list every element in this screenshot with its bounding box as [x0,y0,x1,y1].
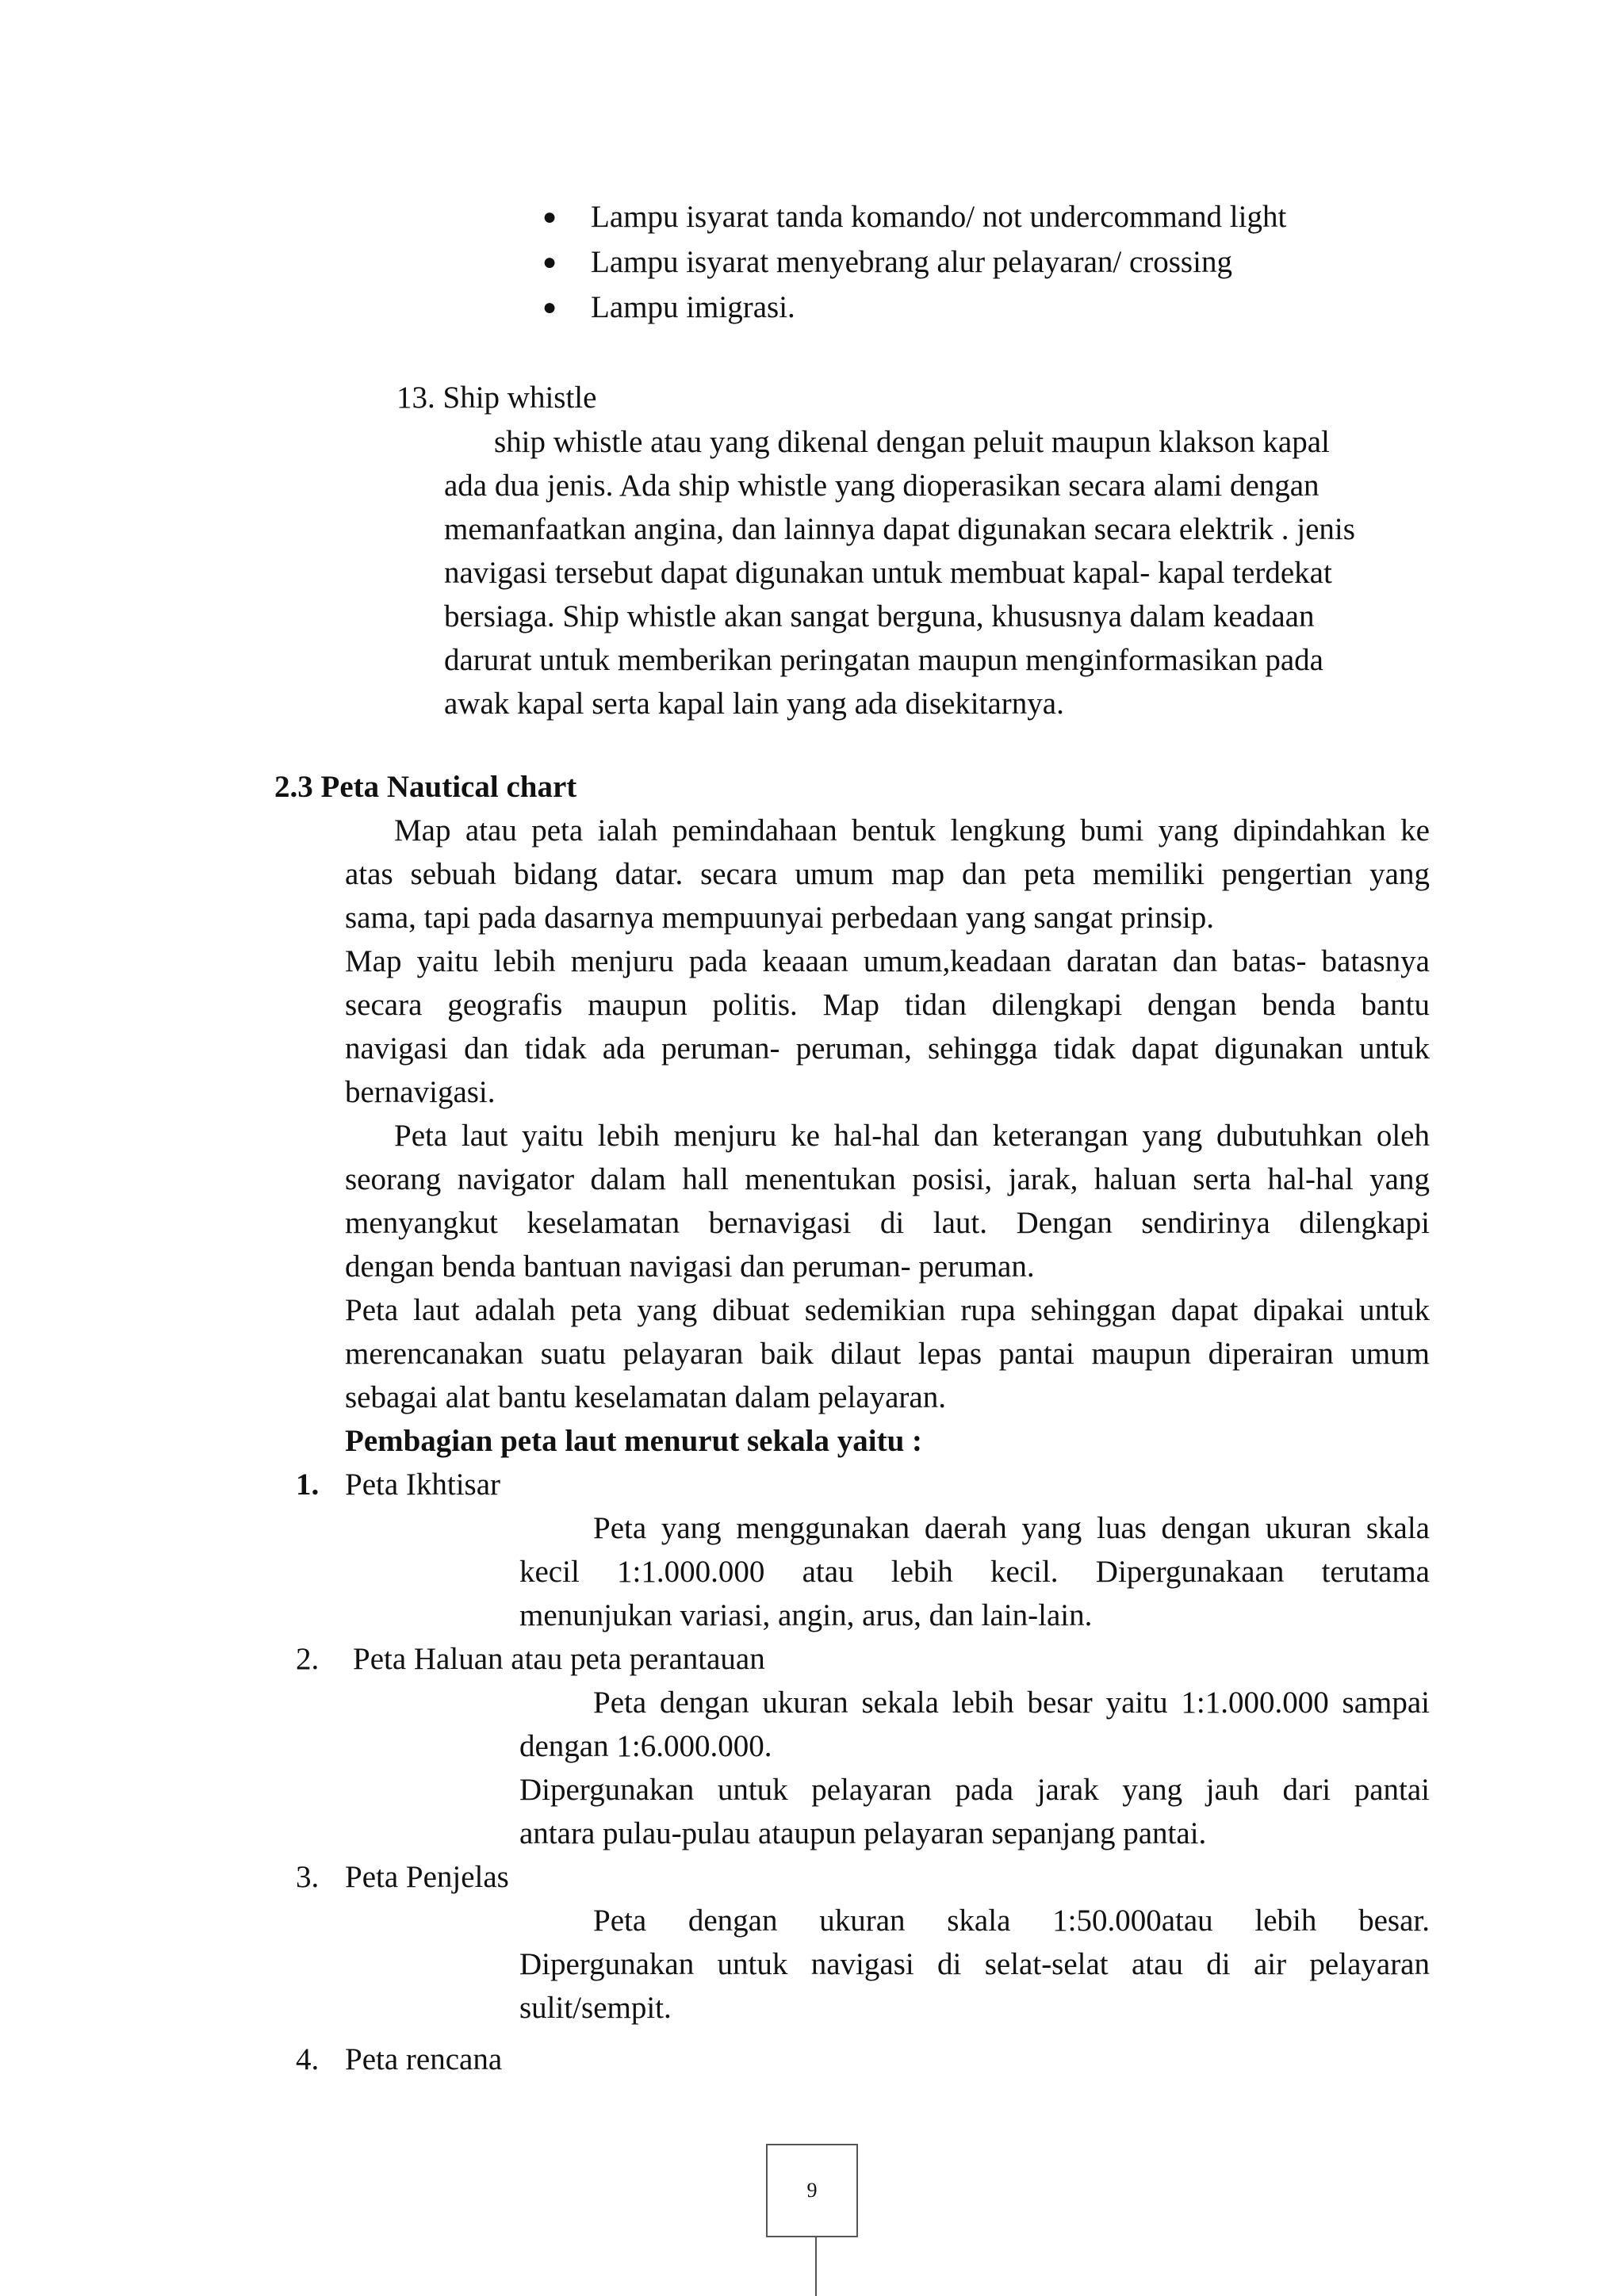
paragraph-line: ada dua jenis. Ada ship whistle yang dioperasikan secara alami dengan [444,469,1320,503]
bullet-icon: ● [542,249,557,275]
paragraph-line: menyangkut keselamatan bernavigasi di laut. Dengan sendirinya dilengkapi [345,1206,1430,1240]
paragraph-line: navigasi dan tidak ada peruman- peruman, sehingga tidak dapat digunakan untuk [345,1031,1430,1066]
paragraph-line: Peta dengan ukuran skala 1:50.000atau lebih besar. [593,1904,1430,1938]
paragraph-line: Peta laut yaitu lebih menjuru ke hal-hal dan keterangan yang dubutuhkan oleh [394,1119,1430,1153]
paragraph-line: secara geografis maupun politis. Map tidan dilengkapi dengan benda bantu [345,988,1430,1022]
paragraph-line: Peta dengan ukuran sekala lebih besar yaitu 1:1.000.000 sampai [593,1686,1430,1720]
list-item [531,195,1483,240]
subheading: Pembagian peta laut menurut sekala yaitu : [345,1424,923,1458]
paragraph-line: darurat untuk memberikan peringatan maupun menginformasikan pada [444,643,1323,677]
page-number: 9 [806,2179,818,2202]
list-item-title: Peta Haluan atau peta perantauan [353,1642,765,1676]
list-item [531,240,1483,285]
bullet-text: Lampu isyarat tanda komando/ not undercommand light [591,200,1287,234]
paragraph-line: Map atau peta ialah pemindahaan bentuk lengkung bumi yang dipindahkan ke [394,813,1430,848]
paragraph-line: menunjukan variasi, angin, arus, dan lain-lain. [519,1598,1093,1632]
list-item [531,285,1483,331]
paragraph-line: Peta laut adalah peta yang dibuat sedemikian rupa sehinggan dapat dipakai untuk [345,1293,1430,1327]
paragraph-line: antara pulau-pulau ataupun pelayaran sepanjang pantai. [519,1816,1207,1850]
bullet-text: Lampu imigrasi. [591,290,795,324]
paragraph-line: Peta yang menggunakan daerah yang luas dengan ukuran skala [593,1511,1430,1545]
paragraph-line: dengan benda bantuan navigasi dan peruman- peruman. [345,1249,1035,1284]
section-title: 2.3 Peta Nautical chart [274,770,577,804]
paragraph-line: sulit/sempit. [519,1991,672,2025]
bullet-text: Lampu isyarat menyebrang alur pelayaran/ crossing [591,245,1232,279]
footer-divider [815,2237,817,2296]
paragraph-line: seorang navigator dalam hall menentukan posisi, jarak, haluan serta hal-hal yang [345,1162,1430,1196]
paragraph-line: bernavigasi. [345,1075,496,1109]
paragraph-line: dengan 1:6.000.000. [519,1729,772,1763]
list-number: 2. [296,1642,320,1676]
paragraph-line: atas sebuah bidang datar. secara umum map dan peta memiliki pengertian yang [345,857,1430,891]
paragraph-line: sama, tapi pada dasarnya mempuunyai perbedaan yang sangat prinsip. [345,901,1214,935]
bullet-list [531,195,1483,331]
list-number: 1. [296,1468,320,1502]
bullet-icon: ● [542,294,557,320]
paragraph-line: bersiaga. Ship whistle akan sangat berguna, khususnya dalam keadaan [444,599,1315,633]
ship-whistle-heading: 13. Ship whistle [396,381,597,415]
paragraph-line: Dipergunakan untuk navigasi di selat-selat atau di air pelayaran [519,1947,1430,1981]
paragraph-line: navigasi tersebut dapat digunakan untuk membuat kapal- kapal terdekat [444,556,1332,590]
bullet-icon: ● [542,204,557,230]
page-number-box [766,2144,858,2237]
paragraph-line: awak kapal serta kapal lain yang ada disekitarnya. [444,687,1064,721]
paragraph-line: merencanakan suatu pelayaran baik dilaut lepas pantai maupun diperairan umum [345,1337,1430,1371]
paragraph-line: Map yaitu lebih menjuru pada keaaan umum,keadaan daratan dan batas- batasnya [345,944,1430,978]
list-item-title: Peta Ikhtisar [345,1468,501,1502]
paragraph-line: kecil 1:1.000.000 atau lebih kecil. Dipergunakaan terutama [519,1555,1430,1589]
list-number: 4. [296,2042,320,2076]
paragraph-line: memanfaatkan angina, dan lainnya dapat digunakan secara elektrik . jenis [444,512,1355,546]
list-item-title: Peta rencana [345,2042,503,2076]
paragraph-line: ship whistle atau yang dikenal dengan peluit maupun klakson kapal [494,425,1330,459]
list-item-title: Peta Penjelas [345,1860,509,1894]
paragraph-line: Dipergunakan untuk pelayaran pada jarak yang jauh dari pantai [519,1773,1430,1807]
list-number: 3. [296,1860,320,1894]
paragraph-line: sebagai alat bantu keselamatan dalam pelayaran. [345,1380,946,1414]
